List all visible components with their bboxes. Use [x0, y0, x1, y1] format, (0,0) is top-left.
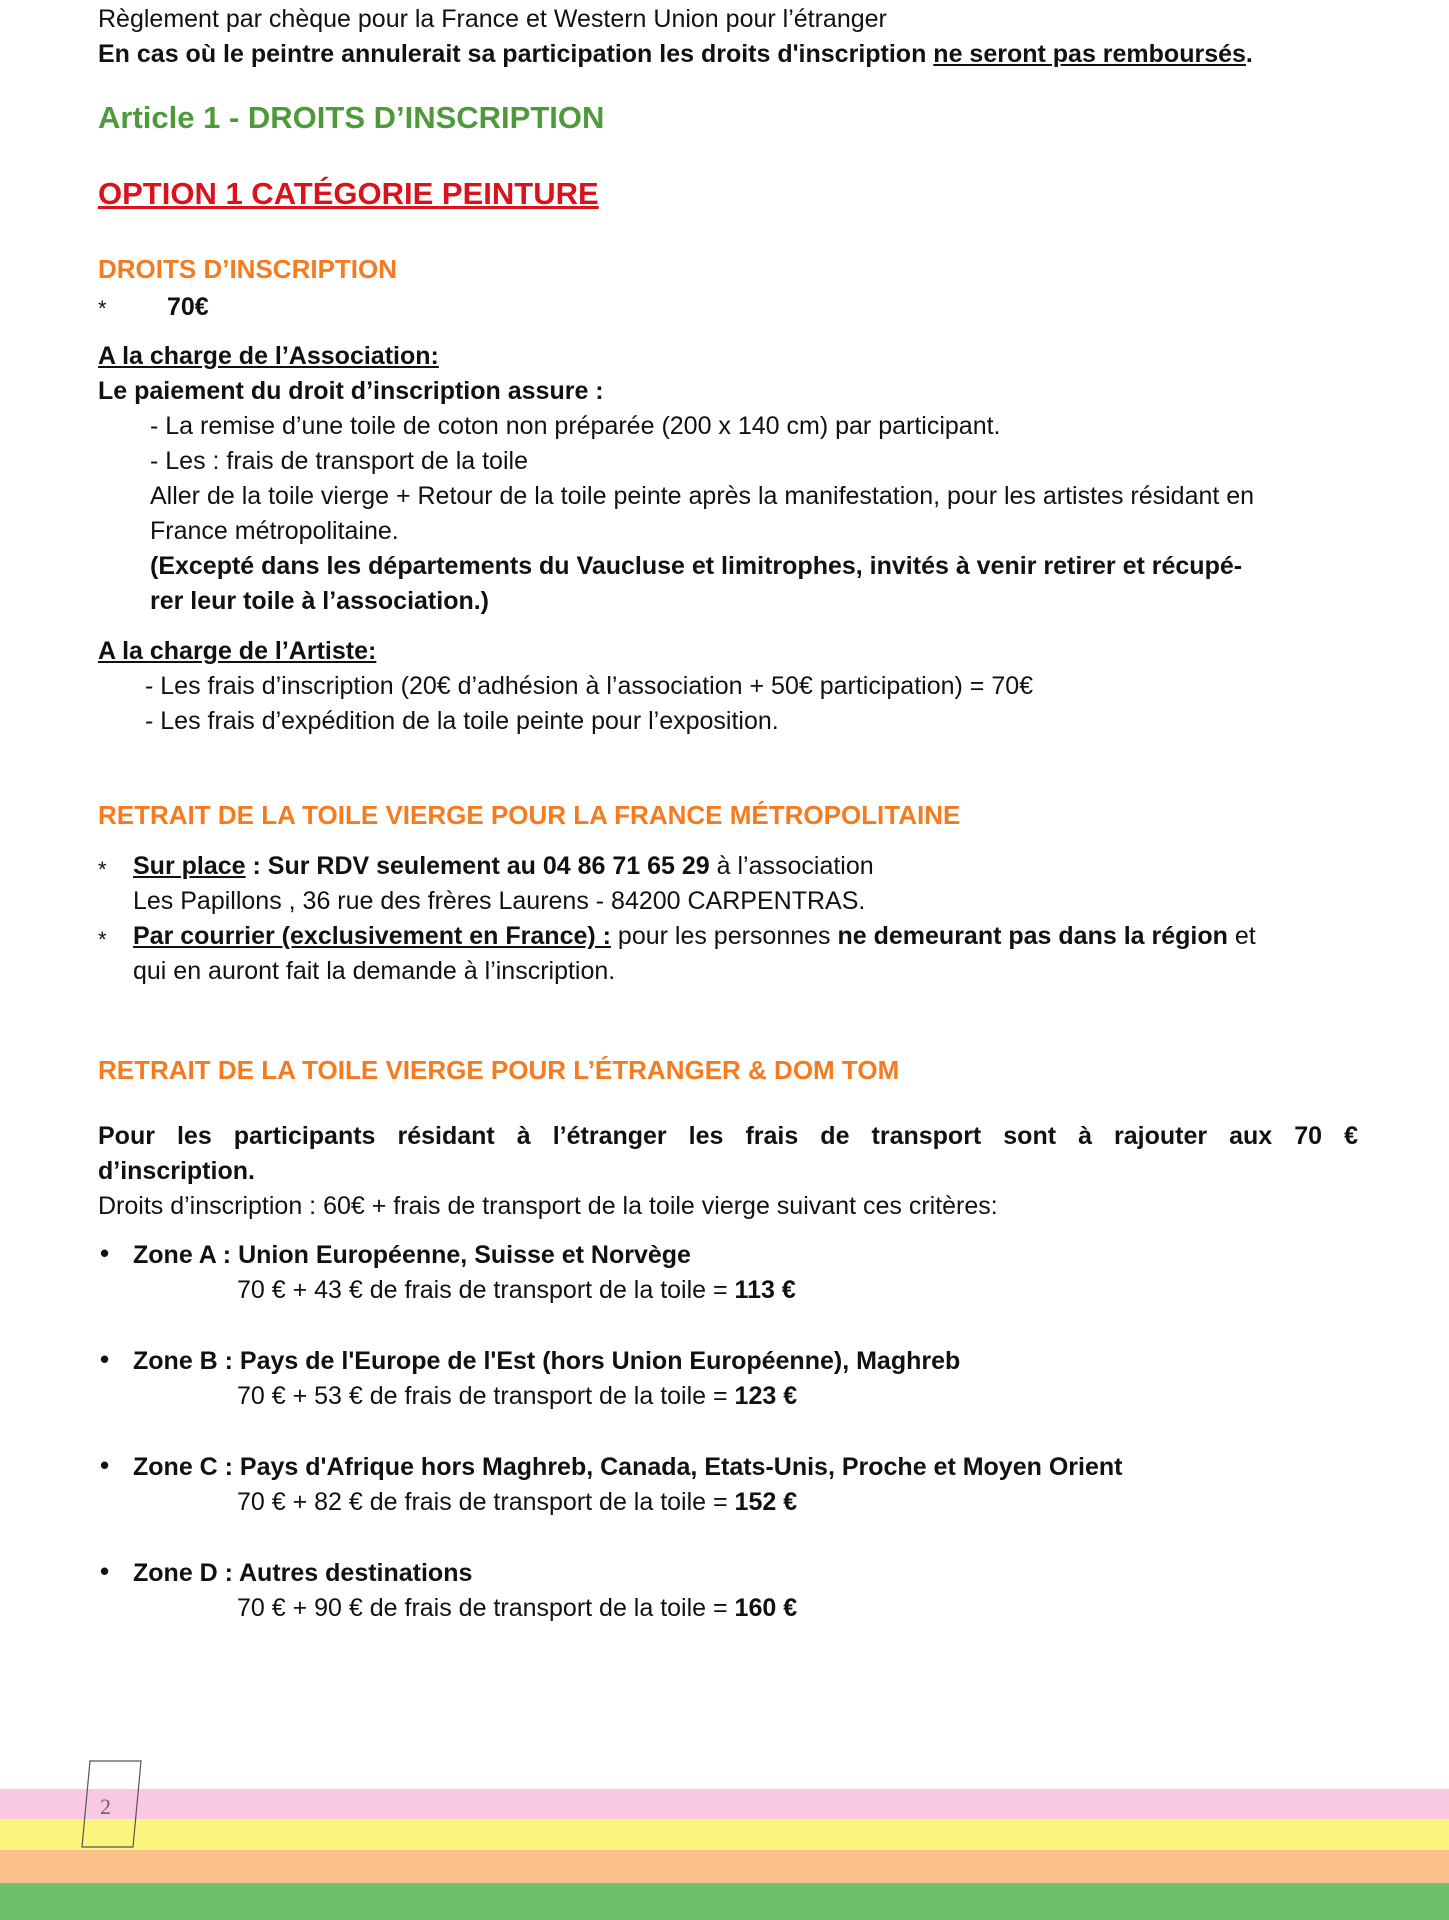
sur-place-phone: : Sur RDV seulement au 04 86 71 65 29 — [245, 852, 710, 880]
par-courrier-emphasis: ne demeurant pas dans la région — [837, 922, 1228, 950]
bullet-dot-icon: • — [100, 1238, 110, 1268]
association-heading: A la charge de l’Association: — [98, 342, 439, 370]
bullet-dot-icon: • — [100, 1556, 110, 1586]
zone-d-calc-text: 70 € + 90 € de frais de transport de la toile = — [237, 1594, 735, 1622]
zone-c-title: Zone C : Pays d'Afrique hors Maghreb, Canada, Etats-Unis, Proche et Moyen Orient — [133, 1453, 1123, 1481]
footer-stripe-green — [0, 1883, 1449, 1920]
association-line-2: - Les : frais de transport de la toile — [150, 447, 528, 475]
association-line-3: Aller de la toile vierge + Retour de la toile peinte après la manifestation, pour les artistes résidant en — [150, 482, 1255, 510]
asterisk-bullet-icon: * — [98, 857, 107, 882]
association-line-1: - La remise d’une toile de coton non préparée (200 x 140 cm) par participant. — [150, 412, 1001, 440]
zone-d-calc — [237, 1591, 797, 1626]
footer-stripe-pink — [0, 1789, 1449, 1819]
association-exception-line-1: (Excepté dans les départements du Vaucluse et limitrophes, invités à venir retirer et récupé- — [150, 552, 1243, 580]
page-number: 2 — [100, 1794, 111, 1819]
sur-place-rest: à l’association — [709, 852, 874, 880]
bullet-dot-icon: • — [100, 1344, 110, 1374]
par-courrier-label: Par courrier (exclusivement en France) : — [133, 922, 611, 950]
retrait-etranger-heading: RETRAIT DE LA TOILE VIERGE POUR L’ÉTRANGER & DOM TOM — [98, 1055, 900, 1085]
retrait-france-heading: RETRAIT DE LA TOILE VIERGE POUR LA FRANCE MÉTROPOLITAINE — [98, 800, 961, 830]
etranger-criteria: Droits d’inscription : 60€ + frais de transport de la toile vierge suivant ces critères: — [98, 1192, 998, 1220]
asterisk-bullet-icon: * — [98, 296, 107, 321]
cancellation-emphasis: ne seront pas remboursés — [933, 40, 1246, 68]
etranger-paragraph-line-1: Pour les participants résidant à l’étranger les frais de transport sont à rajouter aux 70 € — [98, 1122, 1358, 1150]
option-title: OPTION 1 CATÉGORIE PEINTURE — [98, 176, 599, 211]
zone-a-calc — [237, 1273, 796, 1308]
cancellation-prefix: En cas où le peintre annulerait sa participation les droits d'inscription — [98, 40, 934, 68]
droits-amount: 70€ — [167, 293, 209, 321]
zone-d-title: Zone D : Autres destinations — [133, 1559, 473, 1587]
zone-c-calc — [237, 1485, 797, 1520]
association-line-4: France métropolitaine. — [150, 517, 399, 545]
footer-stripe-yellow — [0, 1819, 1449, 1850]
zone-c-calc-text: 70 € + 82 € de frais de transport de la toile = — [237, 1488, 735, 1516]
zone-a-calc-text: 70 € + 43 € de frais de transport de la toile = — [237, 1276, 735, 1304]
droits-heading: DROITS D’INSCRIPTION — [98, 254, 398, 284]
zone-b-title: Zone B : Pays de l'Europe de l'Est (hors Union Européenne), Maghreb — [133, 1347, 961, 1375]
artiste-heading: A la charge de l’Artiste: — [98, 637, 377, 665]
zone-b-calc — [237, 1379, 797, 1414]
sur-place-label: Sur place — [133, 852, 246, 880]
association-exception-line-2: rer leur toile à l’association.) — [150, 587, 490, 615]
par-courrier-end: et — [1227, 922, 1256, 950]
asterisk-bullet-icon: * — [98, 927, 107, 952]
retrait-par-courrier — [133, 919, 1256, 954]
bullet-dot-icon: • — [100, 1450, 110, 1480]
article-title: Article 1 - DROITS D’INSCRIPTION — [98, 100, 605, 135]
artiste-line-2: - Les frais d’expédition de la toile peinte pour l’exposition. — [145, 707, 779, 735]
page-number-tab-icon — [78, 1758, 148, 1850]
zone-c-total: 152 € — [734, 1488, 798, 1516]
association-subheading: Le paiement du droit d’inscription assure : — [98, 377, 604, 405]
zone-b-total: 123 € — [734, 1382, 798, 1410]
payment-method-text: Règlement par chèque pour la France et Western Union pour l’étranger — [98, 5, 887, 33]
zone-b-calc-text: 70 € + 53 € de frais de transport de la toile = — [237, 1382, 735, 1410]
etranger-paragraph-line-2: d’inscription. — [98, 1157, 255, 1185]
retrait-address: Les Papillons , 36 rue des frères Laurens - 84200 CARPENTRAS. — [133, 887, 866, 915]
cancellation-suffix: . — [1245, 40, 1253, 68]
zone-d-total: 160 € — [734, 1594, 798, 1622]
par-courrier-text: pour les personnes — [610, 922, 838, 950]
par-courrier-line-2: qui en auront fait la demande à l’inscription. — [133, 957, 616, 985]
zone-a-total: 113 € — [734, 1276, 796, 1304]
artiste-line-1: - Les frais d’inscription (20€ d’adhésion à l’association + 50€ participation) = 70€ — [145, 672, 1034, 700]
retrait-sur-place — [133, 849, 874, 884]
footer-stripe-orange — [0, 1850, 1449, 1883]
cancellation-notice — [98, 37, 1253, 72]
zone-a-title: Zone A : Union Européenne, Suisse et Norvège — [133, 1241, 691, 1269]
